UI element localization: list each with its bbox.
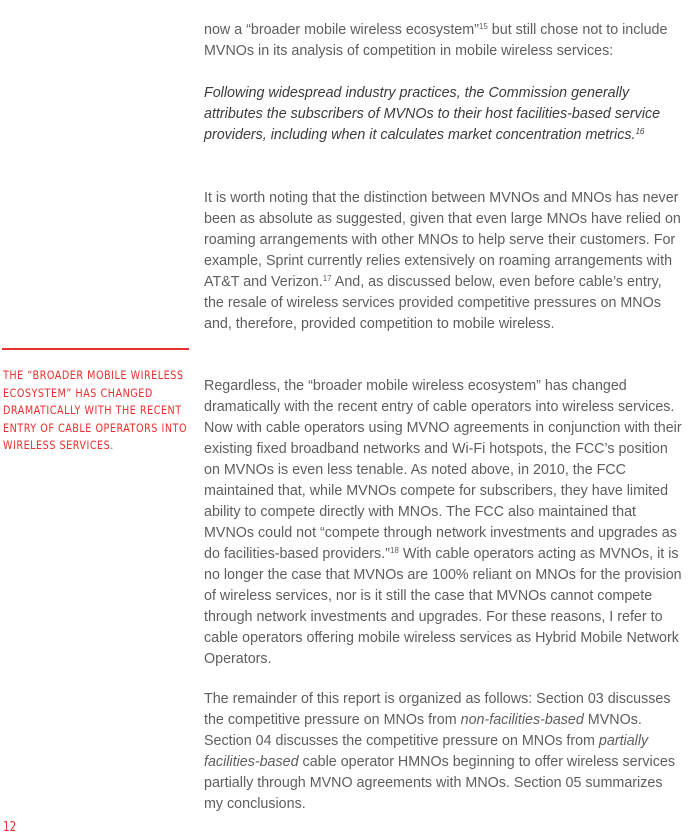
paragraph-text: Regardless, the “broader mobile wireless ecosystem” has changed dramatically with the recent entry of cable operators into wireless services. Now with cable operators using MVNO agreements in conjunction with their existing fixed broadband networks and Wi-Fi hotspots, the FCC’s position on MVNOs is even less tenable. As noted above, in 2010, the FCC maintained that, while MVNOs compete for subscribers, they have limited ability to compete directly with MNOs. The FCC also maintained that MVNOs could not “compete through network investments and upgrades as do facilities-based providers.” <box>204 378 682 563</box>
paragraph-text: With cable operators acting as MVNOs, it is no longer the case that MVNOs are 100% reliant on MNOs for the provision of wireless services, nor is it still the case that MVNOs cannot compete through network investments and upgrades. For these reasons, I refer to cable operators offering mobile wireless services as Hybrid Mobile Network Operators. <box>204 546 682 668</box>
paragraph-regardless <box>204 376 684 670</box>
pull-quote-divider <box>2 348 189 350</box>
paragraph-distinction <box>204 188 684 335</box>
paragraph-text: The remainder of this report is organized as follows: Section 03 discusses the competitive pressure on MNOs from <box>204 691 671 729</box>
emphasis-text: partially facilities-based <box>204 733 649 771</box>
paragraph-text: It is worth noting that the distinction between MVNOs and MNOs has never been as absolute as suggested, given that even large MNOs have relied on roaming arrangements with other MNOs to help serve their customers. For example, Sprint currently relies extensively on roaming arrangements with AT&T and Verizon. <box>204 190 681 291</box>
paragraph-text: And, as discussed below, even before cable’s entry, the resale of wireless services provided competitive pressures on MNOs and, therefore, provided competition to mobile wireless. <box>204 274 662 333</box>
footnote-ref-18: 18 <box>389 546 399 556</box>
quote-text: Following widespread industry practices, the Commission generally attributes the subscribers of MVNOs to their host facilities-based service providers, including when it calculates market concentration metrics. <box>204 85 661 144</box>
paragraph-text: MVNOs. Section 04 discusses the competitive pressure on MNOs from <box>204 712 642 750</box>
paragraph-ecosystem-intro <box>204 20 684 62</box>
paragraph-text: but still chose not to include MVNOs in its analysis of competition in mobile wireless services: <box>204 22 668 60</box>
footnote-ref-17: 17 <box>322 274 332 284</box>
emphasis-text: non-facilities-based <box>460 712 584 729</box>
page-number: 12 <box>3 820 17 835</box>
footnote-ref-16: 16 <box>635 127 645 137</box>
paragraph-text: cable operator HMNOs beginning to offer wireless services partially through MVNO agreements with MNOs. Section 05 summarizes my conclusions. <box>204 754 675 813</box>
paragraph-text: now a “broader mobile wireless ecosystem” <box>204 22 479 39</box>
paragraph-report-outline <box>204 689 684 815</box>
footnote-ref-15: 15 <box>478 22 488 32</box>
block-quote <box>204 83 684 146</box>
pull-quote: THE “BROADER MOBILE WIRELESS ECOSYSTEM” HAS CHANGED DRAMATICALLY WITH THE RECENT ENTRY OF CABLE OPERATORS INTO WIRELESS SERVICES. <box>3 369 188 452</box>
